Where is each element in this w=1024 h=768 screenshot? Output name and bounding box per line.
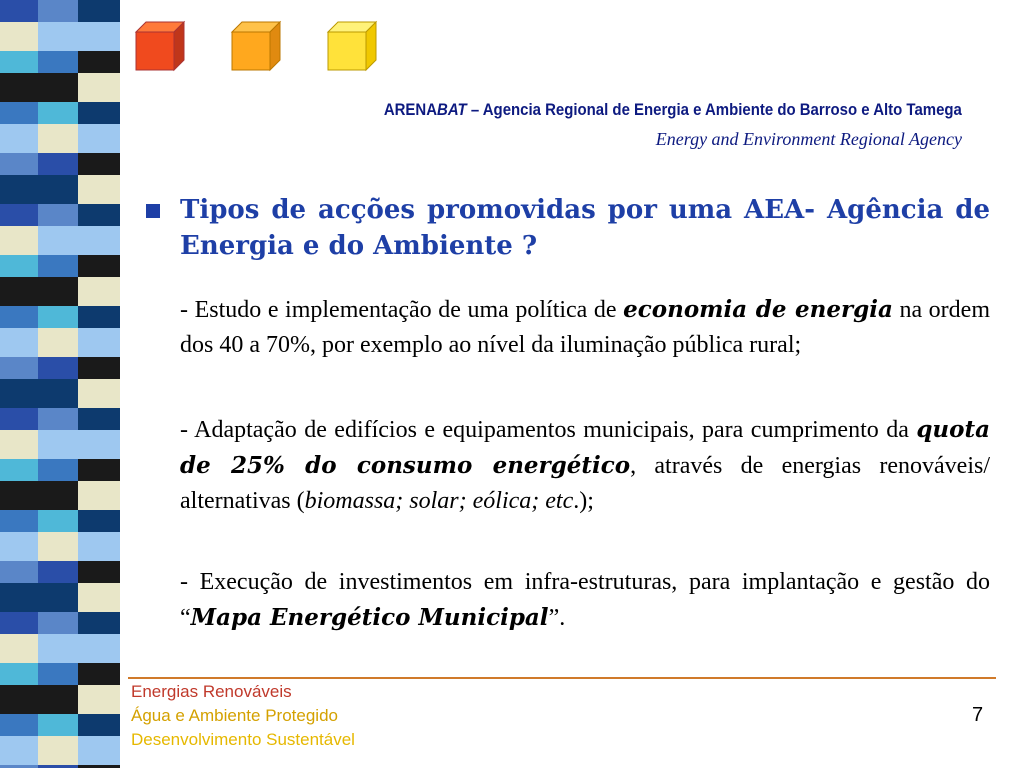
paragraph-energy-study	[180, 292, 990, 363]
p2-text-c: , através de energias renováveis/ alternativas (	[180, 453, 990, 514]
page-number: 7	[972, 704, 984, 726]
p1-text-c: na ordem dos 40 a 70%, por exemplo ao nível da iluminação pública rural;	[180, 297, 990, 358]
agency-arena: ARENA	[383, 100, 438, 119]
decorative-color-strip	[0, 0, 120, 768]
p2-emphasis: quota de 25% do consumo energético	[180, 416, 990, 479]
p1-text-a: - Estudo e implementação de uma política de	[180, 297, 624, 323]
paragraph-building-adaptation	[180, 412, 990, 519]
footer-divider	[128, 677, 996, 679]
p3-text-c: ”.	[548, 605, 566, 631]
agency-bat: BAT	[437, 100, 467, 119]
footer-slogans	[131, 680, 355, 752]
p2-italic: biomassa; solar; eólica; etc	[304, 488, 574, 514]
p2-text-e: .);	[573, 488, 594, 514]
red-cube-icon	[134, 20, 186, 72]
yellow-cube-icon	[326, 20, 378, 72]
paragraph-investments	[180, 565, 990, 636]
orange-cube-icon	[230, 20, 282, 72]
p3-emphasis: Mapa Energético Municipal	[190, 604, 549, 631]
p1-emphasis: economia de energia	[623, 296, 893, 323]
agency-name-pt: Agencia Regional de Energia e Ambiente do Barroso e Alto Tamega	[482, 100, 962, 119]
footer-line-water: Água e Ambiente Protegido	[131, 706, 338, 725]
p3-text-a: - Execução de investimentos em infra-estruturas, para implantação e gestão do “	[180, 569, 990, 631]
agency-title	[384, 100, 962, 120]
footer-line-renewables: Energias Renováveis	[131, 682, 292, 701]
slide-heading: Tipos de acções promovidas por uma AEA- Agência de Energia e do Ambiente ?	[180, 195, 990, 261]
agency-subtitle: Energy and Environment Regional Agency	[655, 129, 962, 149]
bullet-square-icon	[146, 204, 160, 218]
p2-text-a: - Adaptação de edifícios e equipamentos municipais, para cumprimento da	[180, 417, 917, 443]
agency-dash: –	[466, 100, 483, 119]
footer-line-sustainable: Desenvolvimento Sustentável	[131, 730, 355, 749]
